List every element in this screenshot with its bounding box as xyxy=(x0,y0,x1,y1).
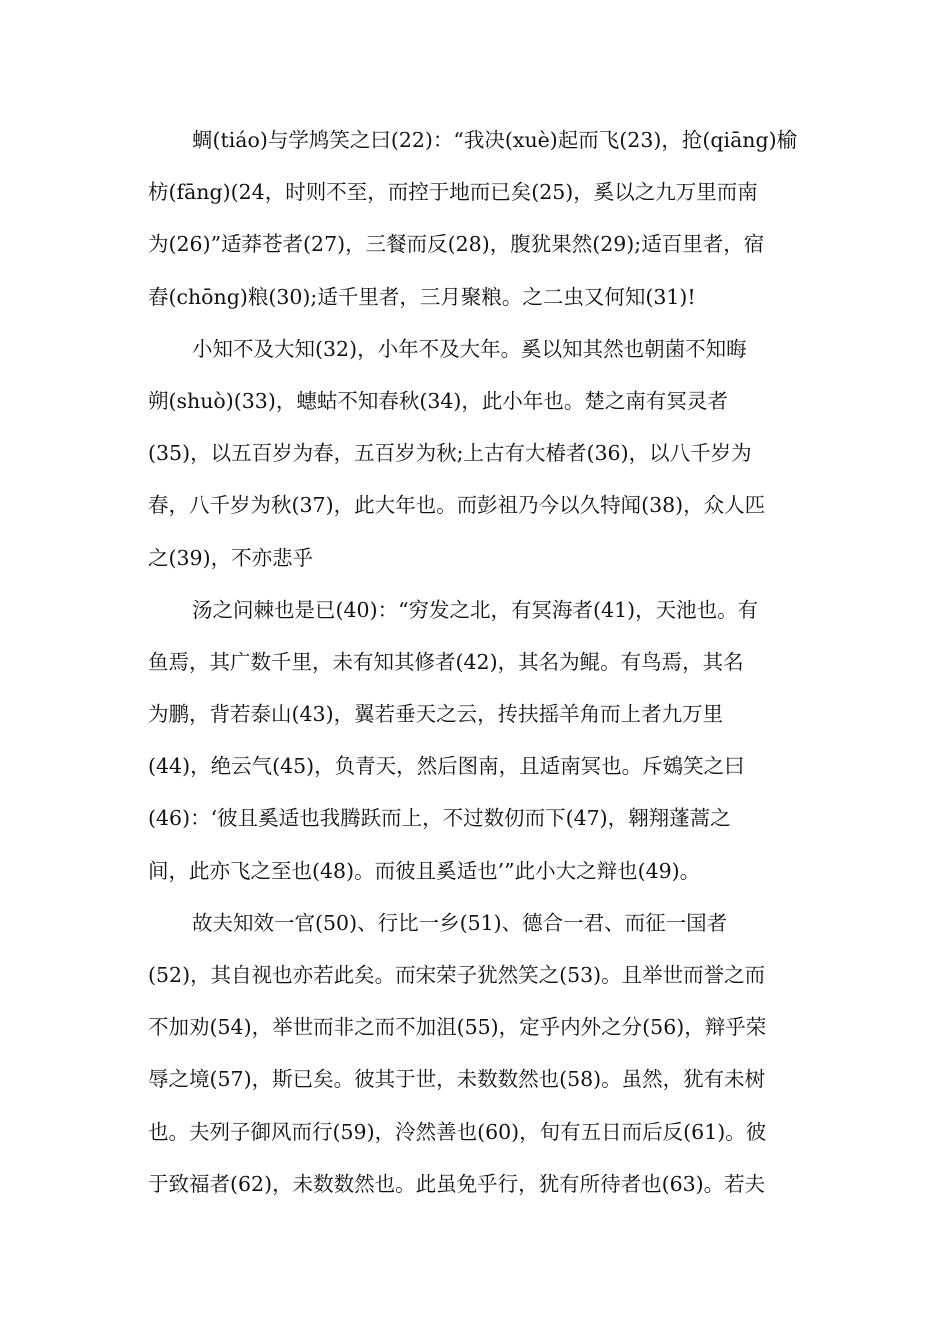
paragraph-4 xyxy=(148,897,808,1210)
text-line: (52)，其自视也亦若此矣。而宋荣子犹然笑之(53)。且举世而誉之而 xyxy=(148,963,766,987)
text-line: 小知不及大知(32)，小年不及大年。奚以知其然也朝菌不知晦 xyxy=(192,336,747,361)
text-line: 蜩(tiáo)与学鸠笑之曰(22)：“我决(xuè)起而飞(23)，抢(qiāng)榆 xyxy=(192,128,798,152)
text-line: 不加劝(54)，举世而非之而不加沮(55)，定乎内外之分(56)，辩乎荣 xyxy=(148,1015,767,1040)
text-line: (46)：‘彼且奚适也我腾跃而上，不过数仞而下(47)，翱翔蓬蒿之 xyxy=(148,806,731,831)
text-line: 也。夫列子御风而行(59)，泠然善也(60)，旬有五日而后反(61)。彼 xyxy=(148,1119,767,1144)
text-line: 为(26)”适莽苍者(27)，三餐而反(28)，腹犹果然(29);适百里者，宿 xyxy=(148,232,765,257)
text-line: 之(39)，不亦悲乎 xyxy=(148,545,314,570)
text-line: 朔(shuò)(33)，蟪蛄不知春秋(34)，此小年也。楚之南有冥灵者 xyxy=(148,388,728,413)
paragraph-3 xyxy=(148,584,808,897)
paragraph-2 xyxy=(148,323,808,584)
text-line: 春，八千岁为秋(37)，此大年也。而彭祖乃今以久特闻(38)，众人匹 xyxy=(148,493,766,518)
text-line: 汤之问棘也是已(40)：“穷发之北，有冥海者(41)，天池也。有 xyxy=(192,597,759,622)
body-text xyxy=(148,114,808,1210)
text-line: 鱼焉，其广数千里，未有知其修者(42)，其名为鲲。有鸟焉，其名 xyxy=(148,649,744,674)
text-line: 舂(chōng)粮(30);适千里者，三月聚粮。之二虫又何知(31)! xyxy=(148,284,696,309)
text-line: 辱之境(57)，斯已矣。彼其于世，未数数然也(58)。虽然，犹有未树 xyxy=(148,1067,766,1092)
text-line: 为鹏，背若泰山(43)，翼若垂天之云，抟扶摇羊角而上者九万里 xyxy=(148,702,724,727)
text-line: 间，此亦飞之至也(48)。而彼且奚适也’”此小大之辩也(49)。 xyxy=(148,858,701,883)
text-line: 故夫知效一官(50)、行比一乡(51)、德合一君、而征一国者 xyxy=(192,910,728,935)
paragraph-1 xyxy=(148,114,808,323)
text-line: (35)，以五百岁为春，五百岁为秋;上古有大椿者(36)，以八千岁为 xyxy=(148,441,752,466)
text-line: 枋(fāng)(24，时则不至，而控于地而已矣(25)，奚以之九万里而南 xyxy=(148,180,758,205)
text-line: 于致福者(62)，未数数然也。此虽免乎行，犹有所待者也(63)。若夫 xyxy=(148,1171,766,1196)
text-line: (44)，绝云气(45)，负青天，然后图南，且适南冥也。斥鴳笑之曰 xyxy=(148,754,745,779)
